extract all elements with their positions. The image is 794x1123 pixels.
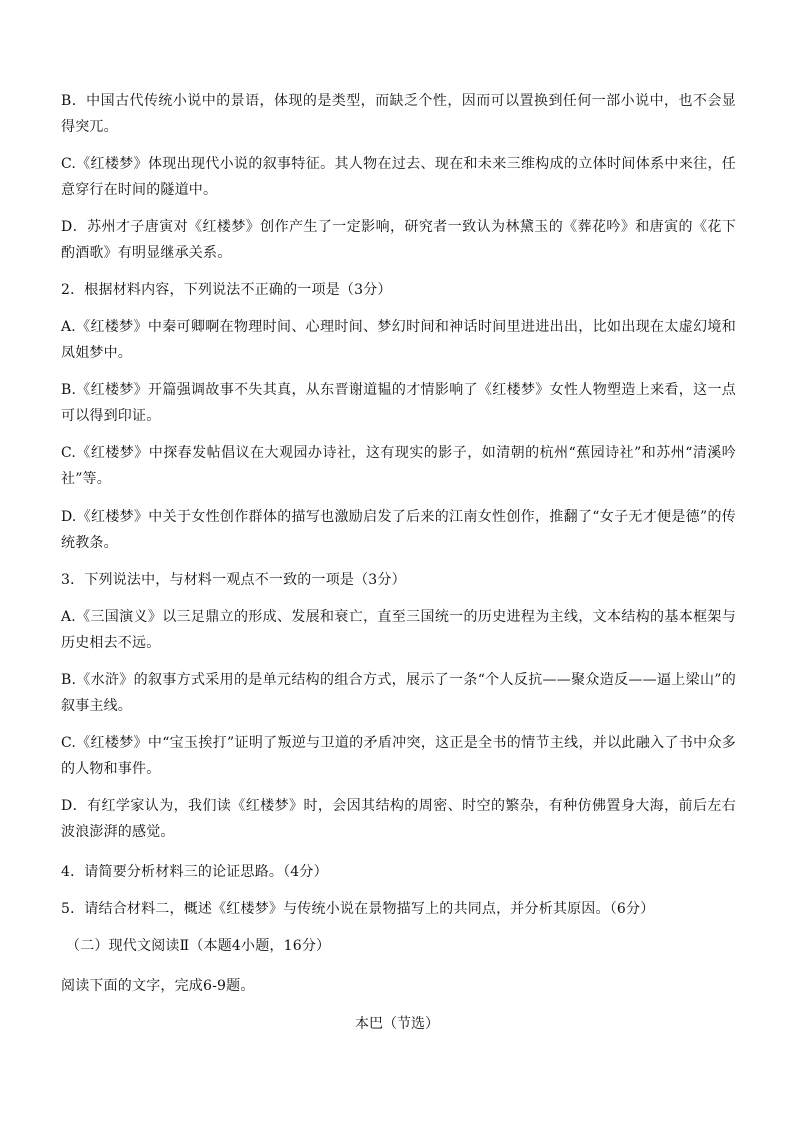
q3-option-d: D．有红学家认为，我们读《红楼梦》时，会因其结构的周密、时空的繁杂，有种仿佛置身大海，前后左右波浪澎湃的感觉。 xyxy=(61,798,736,840)
q3-option-b: B.《水浒》的叙事方式采用的是单元结构的组合方式，展示了一条“个人反抗——聚众造反——逼上梁山”的叙事主线。 xyxy=(61,672,736,714)
reading-instruction: 阅读下面的文字，完成6-9题。 xyxy=(61,978,255,994)
q1-option-b: B．中国古代传统小说中的景语，体现的是类型，而缺乏个性，因而可以置换到任何一部小说中，也不会显得突兀。 xyxy=(61,93,736,135)
q3-option-c: C.《红楼梦》中“宝玉挨打”证明了叛逆与卫道的矛盾冲突，这正是全书的情节主线，并以此融入了书中众多的人物和事件。 xyxy=(61,735,736,777)
q2-option-d: D.《红楼梦》中关于女性创作群体的描写也激励启发了后来的江南女性创作，推翻了“女子无才便是德”的传统教条。 xyxy=(61,509,736,551)
q3-stem: 3．下列说法中，与材料一观点不一致的一项是（3分） xyxy=(61,572,406,588)
q2-option-c: C.《红楼梦》中探春发帖倡议在大观园办诗社，这有现实的影子，如清朝的杭州“蕉园诗社”和苏州“清溪吟社”等。 xyxy=(61,445,736,487)
section-heading: （二）现代文阅读Ⅱ（本题4小题，16分） xyxy=(66,938,331,954)
q5-stem: 5．请结合材料二，概述《红楼梦》与传统小说在景物描写上的共同点，并分析其原因。（6分） xyxy=(61,901,655,917)
q4-stem: 4．请简要分析材料三的论证思路。（4分） xyxy=(61,864,328,880)
q2-option-b: B.《红楼梦》开篇强调故事不失其真，从东晋谢道韫的才情影响了《红楼梦》女性人物塑造上来看，这一点可以得到印证。 xyxy=(61,382,736,424)
q1-option-d: D．苏州才子唐寅对《红楼梦》创作产生了一定影响，研究者一致认为林黛玉的《葬花吟》和唐寅的《花下酌酒歌》有明显继承关系。 xyxy=(61,219,736,261)
q3-option-a: A.《三国演义》以三足鼎立的形成、发展和衰亡，直至三国统一的历史进程为主线，文本结构的基本框架与历史相去不远。 xyxy=(61,609,736,651)
q1-option-c: C.《红楼梦》体现出现代小说的叙事特征。其人物在过去、现在和未来三维构成的立体时间体系中来往，任意穿行在时间的隧道中。 xyxy=(61,156,736,198)
q2-stem: 2．根据材料内容，下列说法不正确的一项是（3分） xyxy=(61,282,392,298)
q2-option-a: A.《红楼梦》中秦可卿啊在物理时间、心理时间、梦幻时间和神话时间里进进出出，比如出现在太虚幻境和凤姐梦中。 xyxy=(61,319,736,361)
passage-title: 本巴（节选） xyxy=(355,1016,439,1032)
